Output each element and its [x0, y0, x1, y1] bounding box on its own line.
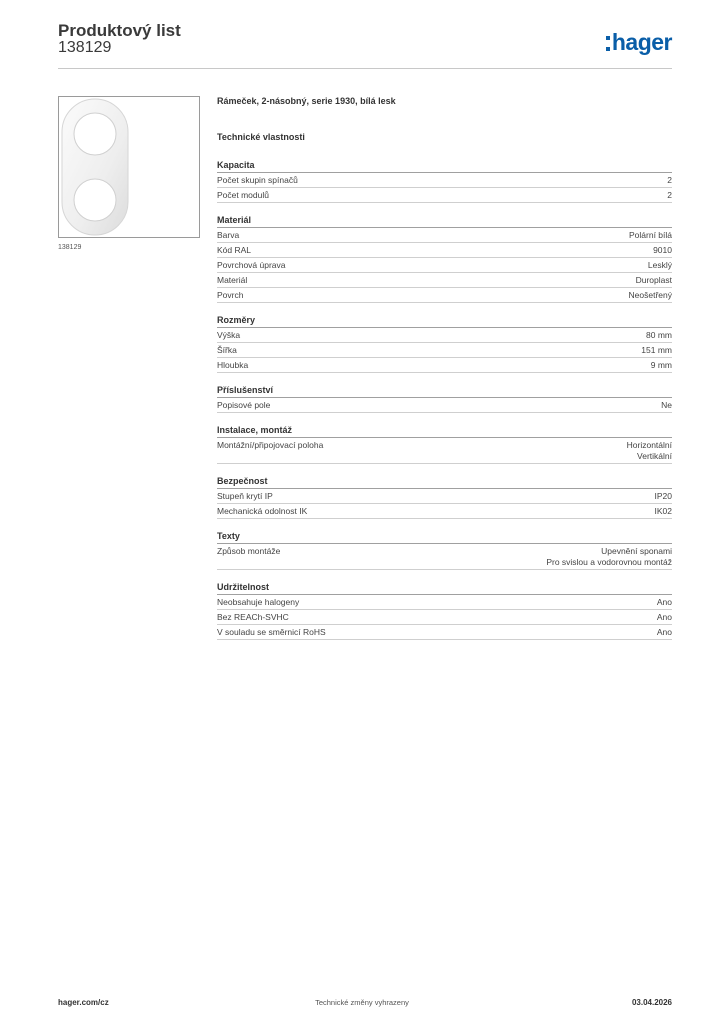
hager-logo[interactable]: [606, 28, 672, 56]
spec-group-title: Bezpečnost: [217, 475, 672, 489]
spec-label: Šířka: [217, 345, 237, 355]
spec-value-line: IK02: [654, 506, 672, 516]
spec-value: [651, 360, 672, 371]
spec-group-title: Příslušenství: [217, 384, 672, 398]
logo-text: hager: [611, 29, 672, 55]
spec-value-line: IP20: [654, 491, 672, 501]
spec-value-line: Ano: [656, 627, 672, 637]
spec-value: [653, 245, 672, 256]
spec-value-line: 2: [667, 190, 672, 200]
spec-label: Stupeň krytí IP: [217, 491, 273, 501]
spec-value-line: Duroplast: [635, 275, 672, 285]
section-title: Technické vlastnosti: [217, 132, 305, 142]
logo-mark-icon: [606, 36, 610, 51]
spec-label: V souladu se směrnicí RoHS: [217, 627, 326, 637]
spec-row: [217, 288, 672, 303]
spec-label: Barva: [217, 230, 240, 240]
spec-value-line: Polární bílá: [629, 230, 672, 240]
spec-row: [217, 544, 672, 570]
double-frame-image-icon: [59, 97, 199, 237]
spec-label: Povrch: [217, 290, 244, 300]
spec-value-line: Neošetřený: [628, 290, 672, 300]
spec-group: [217, 424, 672, 464]
spec-label: Neobsahuje halogeny: [217, 597, 300, 607]
spec-value-line: 151 mm: [641, 345, 672, 355]
spec-value: [667, 190, 672, 201]
spec-value: [636, 275, 672, 286]
spec-value-line: 2: [667, 175, 672, 185]
spec-value: [655, 506, 673, 517]
spec-group: [217, 581, 672, 640]
spec-row: [217, 438, 672, 464]
spec-value: [657, 597, 672, 608]
spec-value-line: Ano: [656, 597, 672, 607]
spec-value: [648, 260, 672, 271]
spec-label: Popisové pole: [217, 400, 271, 410]
spec-row: [217, 504, 672, 519]
spec-value-line: 80 mm: [646, 330, 672, 340]
spec-label: Materiál: [217, 275, 248, 285]
spec-label: Hloubka: [217, 360, 249, 370]
spec-value-line: Ne: [661, 400, 672, 410]
spec-value: [657, 612, 672, 623]
spec-value-line: Lesklý: [647, 260, 672, 270]
spec-group: [217, 530, 672, 570]
spec-row: [217, 273, 672, 288]
spec-group: [217, 159, 672, 203]
spec-group-title: Kapacita: [217, 159, 672, 173]
spec-row: [217, 328, 672, 343]
spec-value: [629, 230, 672, 241]
spec-value: [646, 330, 672, 341]
spec-label: Počet modulů: [217, 190, 269, 200]
spec-value-line: Ano: [656, 612, 672, 622]
spec-value-line: Horizontální: [626, 440, 672, 450]
spec-value: [667, 175, 672, 186]
spec-group-title: Udržitelnost: [217, 581, 672, 595]
specification-content: [217, 95, 672, 640]
spec-group: [217, 475, 672, 519]
spec-label: Výška: [217, 330, 241, 340]
spec-label: Montážní/připojovací poloha: [217, 440, 324, 450]
spec-value-line: Pro svislou a vodorovnou montáž: [546, 557, 672, 567]
spec-value-line: Upevnění sponami: [601, 546, 672, 556]
spec-group-title: Rozměry: [217, 314, 672, 328]
spec-label: Povrchová úprava: [217, 260, 286, 270]
spec-row: [217, 243, 672, 258]
spec-row: [217, 343, 672, 358]
spec-group: [217, 314, 672, 373]
spec-value: [641, 345, 672, 356]
spec-groups: [217, 159, 672, 640]
spec-row: [217, 398, 672, 413]
footer-date: 03.04.2026: [631, 998, 672, 1007]
spec-value: [546, 546, 672, 568]
spec-value: [655, 491, 673, 502]
spec-value: [657, 627, 672, 638]
header-divider: [58, 68, 672, 69]
spec-row: [217, 358, 672, 373]
document-title: Produktový list: [58, 21, 181, 40]
spec-group-title: Texty: [217, 530, 672, 544]
spec-group: [217, 214, 672, 303]
spec-value: [627, 440, 672, 462]
spec-row: [217, 228, 672, 243]
spec-value: [629, 290, 672, 301]
product-name: Rámeček, 2-násobný, serie 1930, bílá lesk: [217, 96, 396, 106]
spec-label: Bez REACh-SVHC: [217, 612, 289, 622]
footer-notice: Technické změny vyhrazeny: [315, 998, 409, 1007]
spec-value-line: Vertikální: [637, 451, 672, 461]
product-image: [58, 96, 200, 238]
spec-group: [217, 384, 672, 413]
footer-website-link[interactable]: hager.com/cz: [58, 998, 109, 1007]
image-caption: 138129: [58, 244, 82, 251]
spec-label: Způsob montáže: [217, 546, 281, 556]
spec-row: [217, 258, 672, 273]
spec-group-title: Instalace, montáž: [217, 424, 672, 438]
spec-label: Počet skupin spínačů: [217, 175, 298, 185]
product-number: 138129: [58, 39, 112, 56]
spec-value-line: 9010: [653, 245, 672, 255]
spec-group-title: Materiál: [217, 214, 672, 228]
spec-row: [217, 188, 672, 203]
spec-row: [217, 610, 672, 625]
spec-row: [217, 625, 672, 640]
spec-label: Mechanická odolnost IK: [217, 506, 308, 516]
spec-row: [217, 489, 672, 504]
spec-label: Kód RAL: [217, 245, 252, 255]
spec-row: [217, 595, 672, 610]
spec-value-line: 9 mm: [650, 360, 672, 370]
spec-row: [217, 173, 672, 188]
spec-value: [661, 400, 672, 411]
